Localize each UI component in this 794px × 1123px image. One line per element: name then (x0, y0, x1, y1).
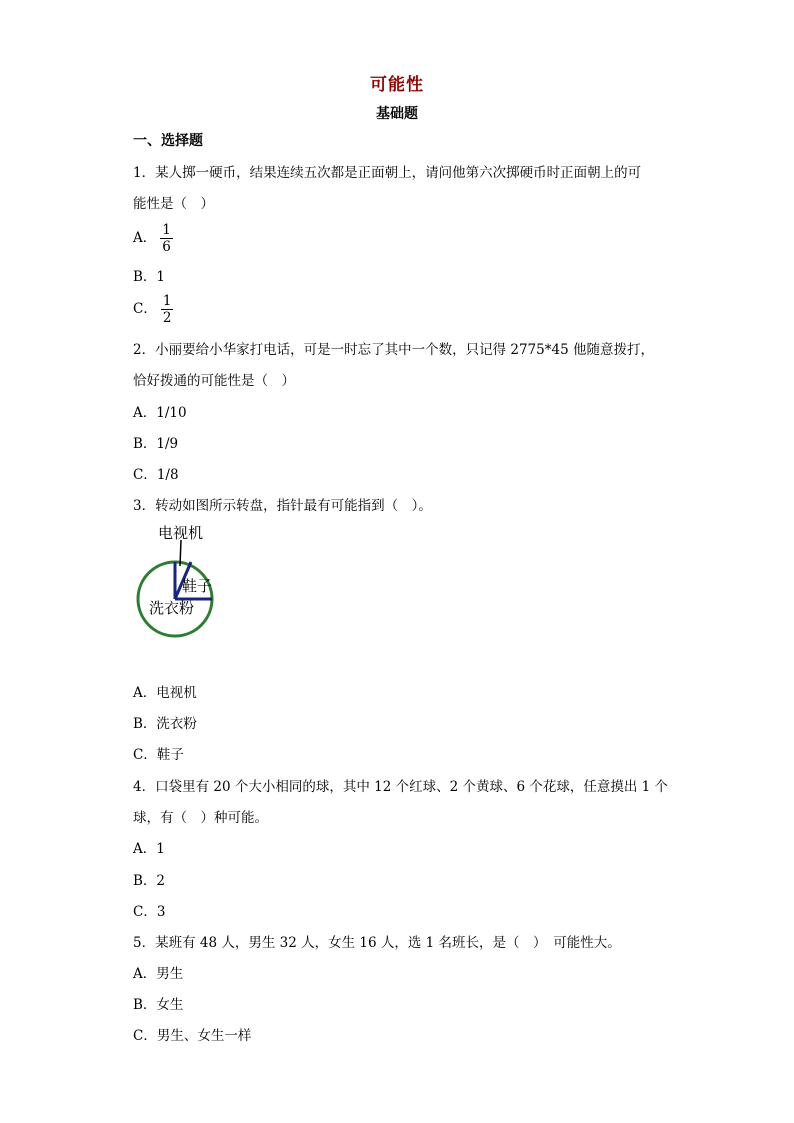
spinner-label-powder: 洗衣粉 (149, 599, 195, 617)
document-subtitle: 基础题 (376, 106, 418, 122)
q1-stem-line2: 能性是（ ） (133, 196, 214, 212)
q1-option-b: B．1 (133, 269, 166, 285)
q2-option-b: B．1/9 (133, 436, 179, 452)
q1-option-c (133, 293, 173, 326)
spinner-diagram (130, 518, 230, 643)
document-title: 可能性 (370, 75, 424, 95)
q4-option-c: C．3 (133, 904, 166, 920)
spinner-tv-pointer (180, 540, 181, 566)
q4-stem-line2: 球，有（ ）种可能。 (133, 810, 268, 826)
q5-option-c: C．男生、女生一样 (133, 1028, 252, 1044)
fraction-denominator: 6 (162, 239, 171, 255)
fraction-denominator: 2 (162, 310, 172, 326)
q2-stem-line2: 恰好拨通的可能性是（ ） (133, 373, 295, 389)
spinner-label-shoes: 鞋子 (182, 577, 213, 595)
q1-stem-line1: 1．某人掷一硬币，结果连续五次都是正面朝上，请问他第六次掷硬币时正面朝上的可 (133, 165, 642, 181)
q2-option-c: C．1/8 (133, 467, 179, 483)
q5-option-a: A．男生 (133, 966, 184, 982)
q4-option-b: B．2 (133, 873, 166, 889)
q3-option-b: B．洗衣粉 (133, 716, 197, 732)
q1-option-c-label: C． (133, 301, 157, 317)
q1-option-a-fraction (160, 222, 173, 255)
q1-option-a (133, 222, 173, 255)
fraction-numerator: 1 (162, 222, 171, 238)
fraction-numerator: 1 (162, 293, 172, 309)
q4-stem-line1: 4．口袋里有 20 个大小相同的球，其中 12 个红球、2 个黄球、6 个花球，任意摸出 1 个 (133, 779, 669, 795)
q1-option-a-label: A． (133, 230, 157, 246)
spinner-label-tv: 电视机 (158, 524, 204, 542)
q5-stem: 5．某班有 48 人，男生 32 人，女生 16 人，选 1 名班长，是（ ） 可能性大。 (133, 935, 621, 951)
q3-stem: 3．转动如图所示转盘，指针最有可能指到（ ）。 (133, 498, 432, 514)
q3-option-a: A．电视机 (133, 685, 197, 701)
q4-option-a: A．1 (133, 841, 165, 857)
q2-stem-line1: 2．小丽要给小华家打电话，可是一时忘了其中一个数，只记得 2775*45 他随意拨打， (133, 342, 654, 358)
q3-option-c: C．鞋子 (133, 747, 184, 763)
q1-option-c-fraction (161, 293, 174, 326)
section-heading: 一、选择题 (133, 133, 203, 149)
q5-option-b: B．女生 (133, 997, 184, 1013)
q2-option-a: A．1/10 (133, 405, 187, 421)
